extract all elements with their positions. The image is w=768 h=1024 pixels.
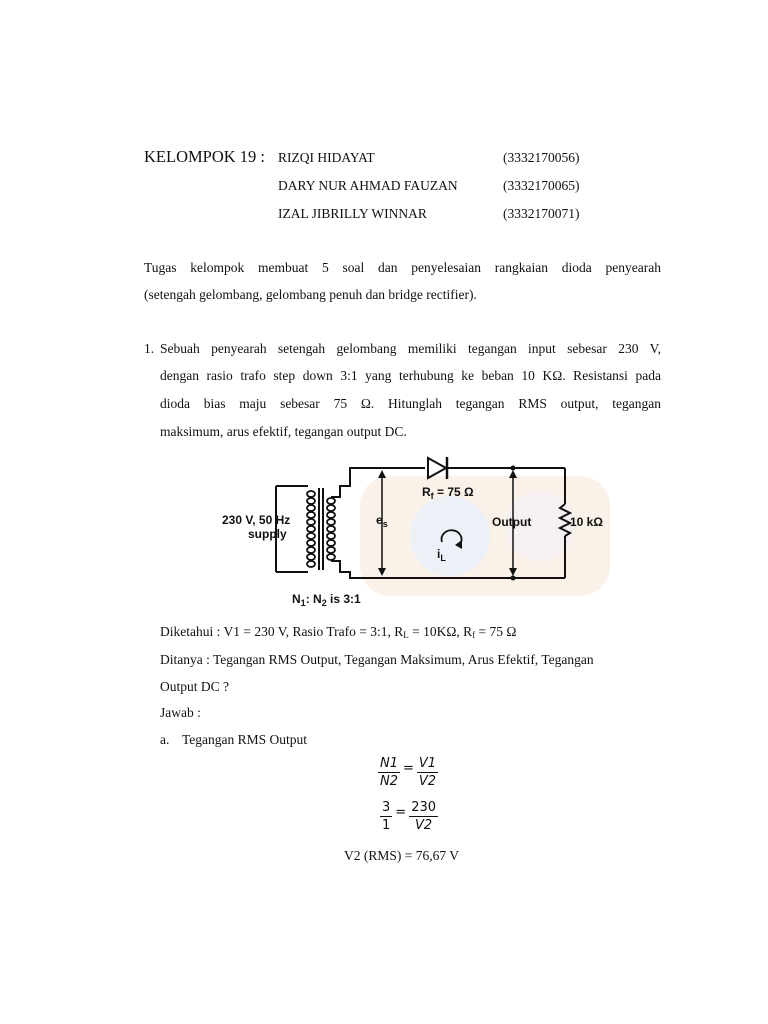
- member-name-2: DARY NUR AHMAD FAUZAN: [278, 178, 458, 193]
- member-id-3: (3332170071): [503, 206, 580, 221]
- half-wave-rectifier-circuit: [210, 446, 610, 610]
- es-label: $e_s$: [376, 513, 388, 529]
- known-line: Diketahui : V1 = 230 V, Rasio Trafo = 3:1, $R_L = 10K\Omega$, $R_f = 75$ Ω: [160, 624, 517, 640]
- answer-a-label: a.: [160, 732, 170, 747]
- intro-line-2: (setengah gelombang, gelombang penuh dan bridge rectifier).: [144, 287, 477, 302]
- intro-line-1: Tugas kelompok membuat 5 soal dan penyelesaian rangkaian dioda penyearah: [144, 260, 661, 275]
- asked-line-1: Ditanya : Tegangan RMS Output, Tegangan Maksimum, Arus Efektif, Tegangan: [160, 652, 594, 667]
- supply-label-1: 230 V, 50 Hz: [222, 513, 291, 527]
- secondary-coil: [327, 498, 335, 560]
- question-line-4: maksimum, arus efektif, tegangan output DC.: [160, 424, 407, 439]
- member-id-2: (3332170065): [503, 178, 580, 193]
- diode-symbol: [428, 457, 447, 479]
- group-label: KELOMPOK 19 :: [144, 147, 266, 166]
- member-name-3: IZAL JIBRILLY WINNAR: [278, 206, 427, 221]
- il-label: $i_L$: [437, 547, 446, 563]
- answer-a-title: Tegangan RMS Output: [182, 732, 308, 747]
- turns-ratio-label: $N_1$: $N_2$ is 3:1: [292, 592, 361, 608]
- result-line: V2 (RMS) = 76,67 V: [344, 848, 460, 863]
- equation-ratio: $\frac{N1}{N2}$ = $\frac{V1}{V2}$: [380, 756, 437, 789]
- asked-line-2: Output DC ?: [160, 679, 229, 694]
- question-line-3: dioda bias maju sebesar 75 Ω. Hitunglah tegangan RMS output, tegangan: [160, 396, 661, 411]
- answer-label: Jawab :: [160, 705, 201, 720]
- output-label: Output: [492, 515, 532, 529]
- primary-coil: [307, 491, 315, 567]
- supply-label-2: supply: [248, 527, 287, 541]
- equation-substituted: $\frac{3}{1}$ = $\frac{230}{V2}$: [382, 800, 437, 833]
- member-name-1: RIZQI HIDAYAT: [278, 150, 375, 165]
- rf-label: $R_f = 75$ Ω: [422, 485, 474, 501]
- question-line-1: Sebuah penyearah setengah gelombang memiliki tegangan input sebesar 230 V,: [160, 341, 661, 356]
- member-id-1: (3332170056): [503, 150, 580, 165]
- question-line-2: dengan rasio trafo step down 3:1 yang terhubung ke beban 10 KΩ. Resistansi pada: [160, 368, 661, 383]
- load-label: 10 kΩ: [570, 515, 603, 529]
- question-number: 1.: [144, 341, 155, 356]
